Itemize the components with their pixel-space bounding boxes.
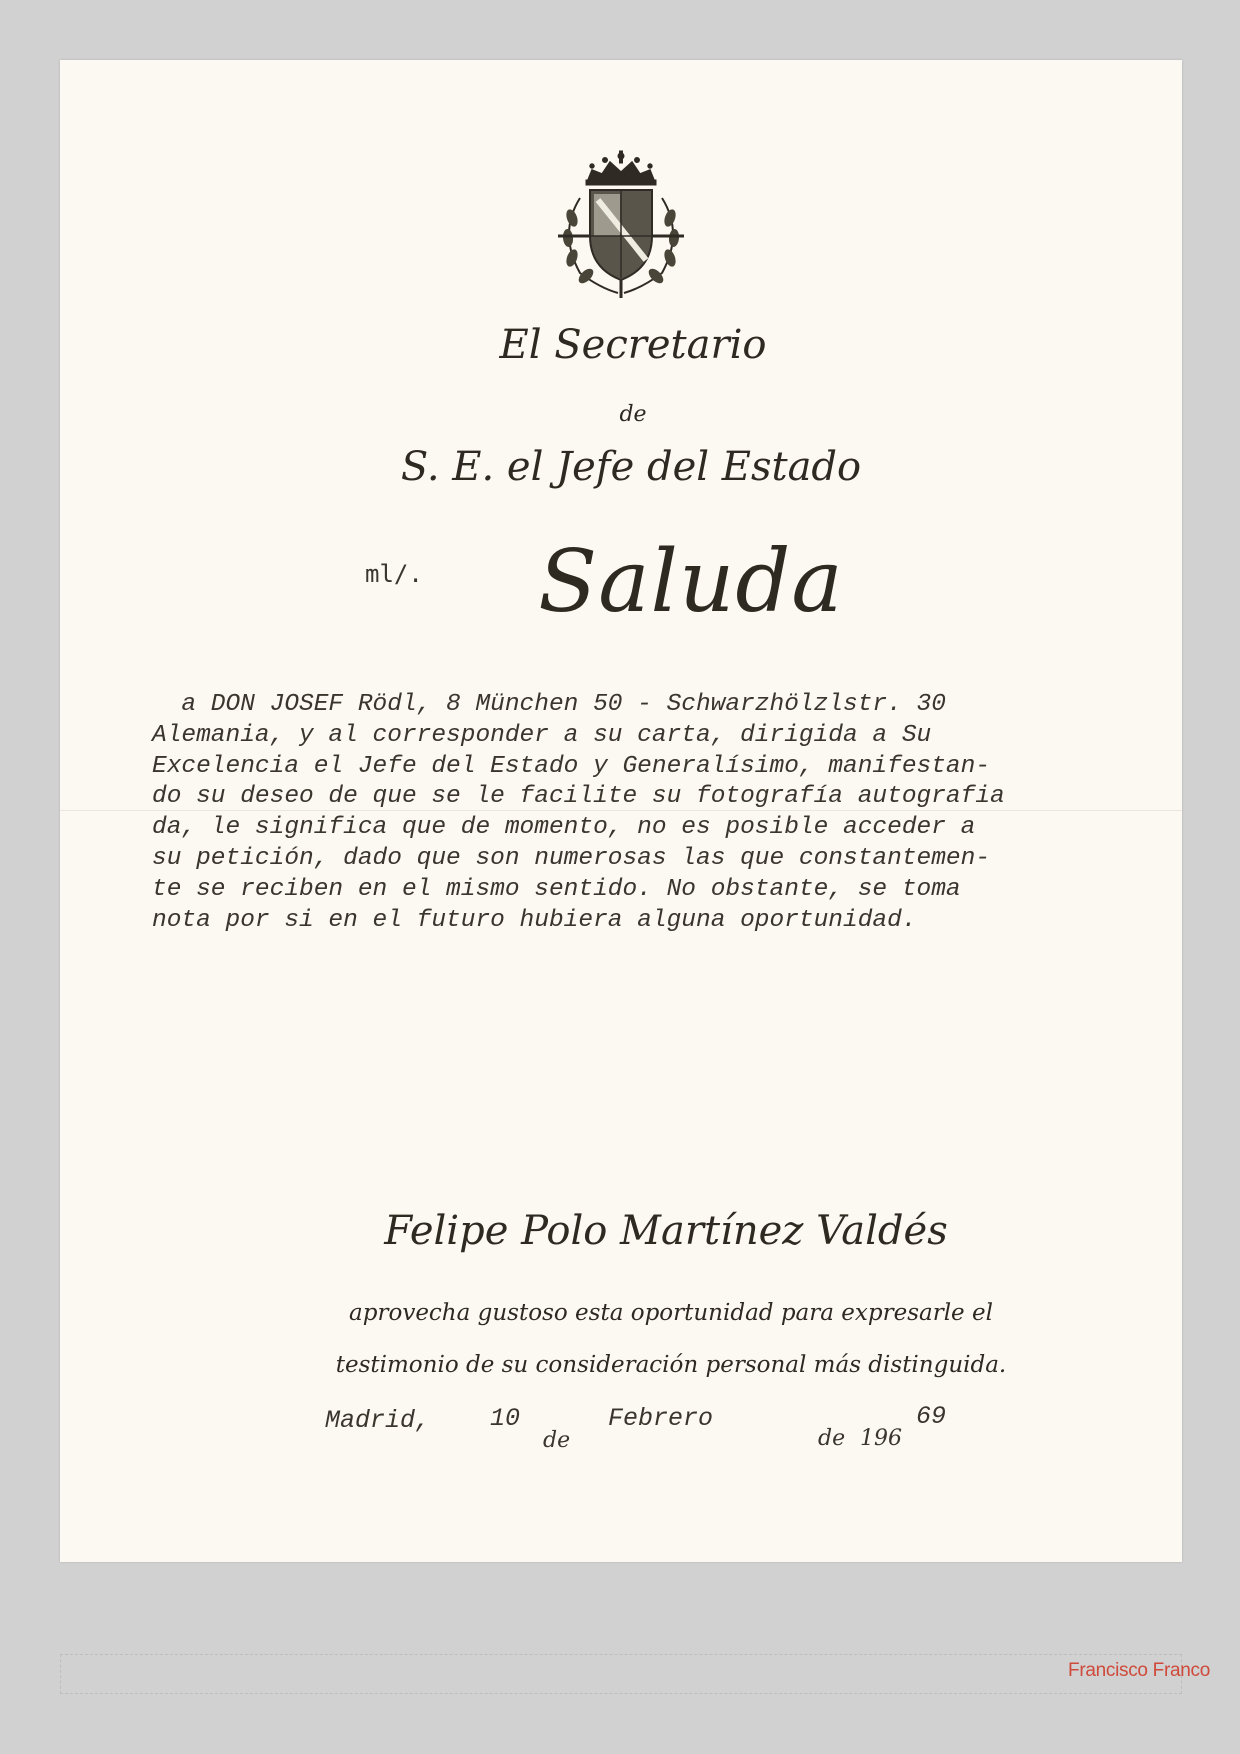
date-de-2: de [818,1426,846,1451]
footer-author-name: Francisco Franco [1068,1660,1210,1681]
date-year-printed: 196 [860,1426,902,1451]
letter-body: a DON JOSEF Rödl, 8 München 50 - Schwarzhölzlstr. 30 Alemania, y al corresponder a su carta, dirigida a Su Excelencia el Jefe del Estado y Generalísimo, manifestan- do su deseo de que se le facilite su fotografía autografia da, le significa que de momento, no es posible acceder a su petición, dado que son numerosas las que constantemen- te se reciben en el mismo sentido. No obstante, se toma nota por si en el futuro hubiera alguna oportunidad. [152,691,1005,934]
date-de-1: de [543,1428,571,1453]
courtesy-line-1: aprovecha gustoso esta oportunidad para expresarle el [349,1300,993,1326]
date-month: Febrero [608,1404,714,1433]
heading-secretario: El Secretario [499,322,767,368]
date-year-typed: 69 [916,1402,947,1431]
letter-sheet [60,60,1182,1562]
footer-bar [60,1654,1182,1694]
signatory-name: Felipe Polo Martínez Valdés [384,1208,948,1254]
date-day: 10 [490,1404,521,1433]
date-line [60,1394,1182,1454]
coat-of-arms-icon [550,148,692,298]
courtesy-line-2: testimonio de su consideración personal más distinguida. [335,1352,1007,1378]
date-city: Madrid, [325,1406,431,1435]
heading-jefe-del-estado: S. E. el Jefe del Estado [400,444,862,490]
heading-de: de [619,402,647,427]
saluda-title: Saluda [538,532,844,632]
reference-code: ml/. [365,560,423,588]
